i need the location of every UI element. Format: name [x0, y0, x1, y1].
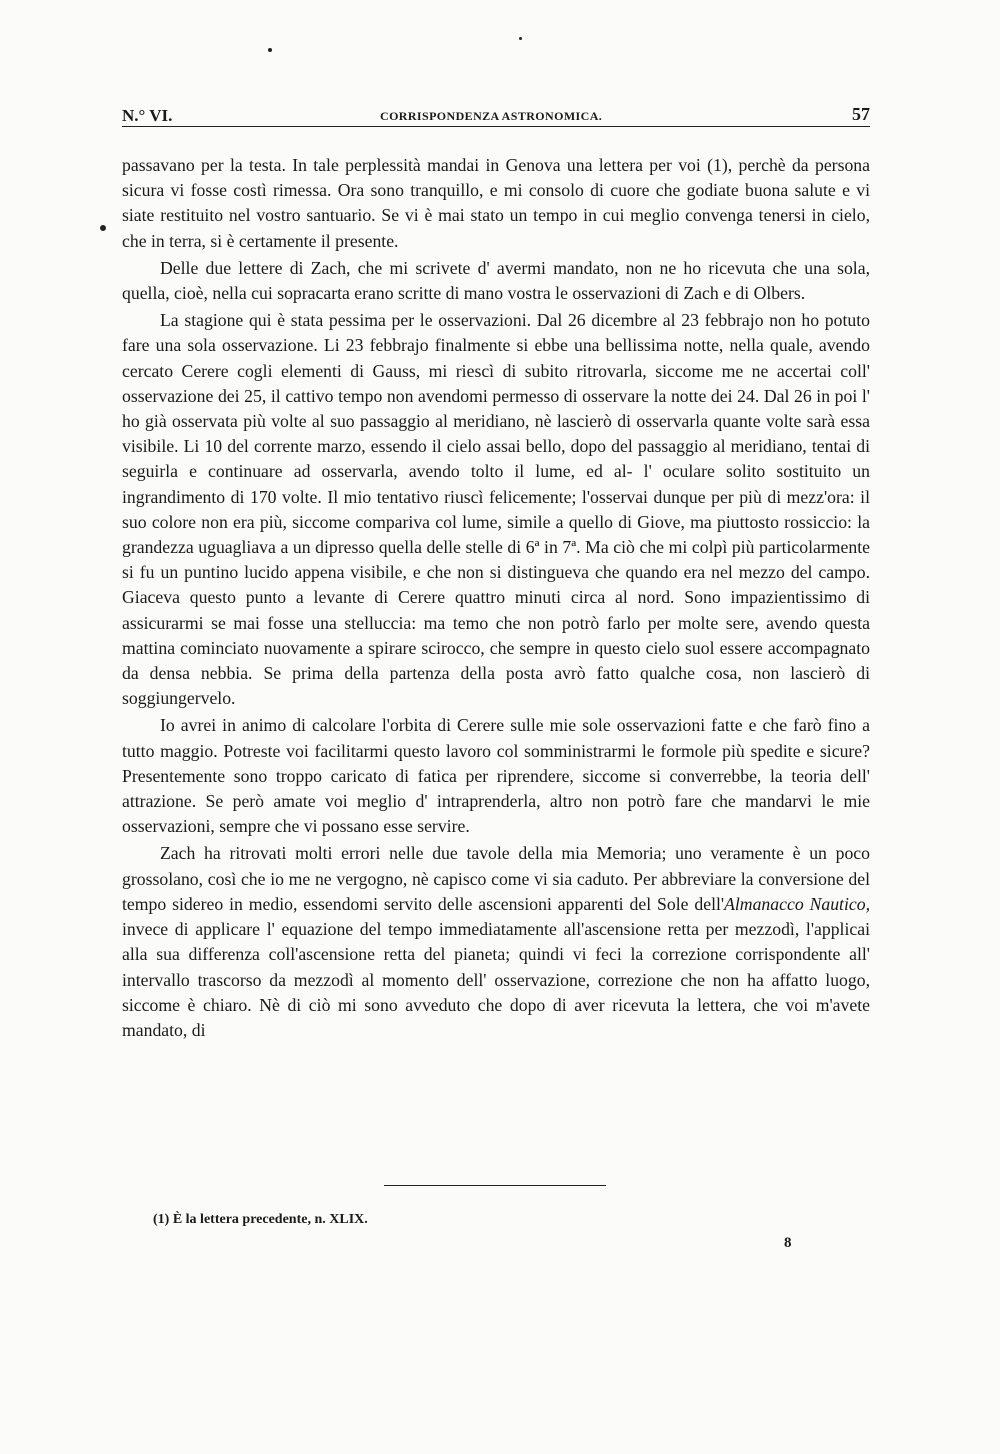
paragraph: passavano per la testa. In tale perplessità mandai in Genova una lettera per voi (1), perchè da persona sicura vi fosse costì rimessa. Ora sono tranquillo, e mi consolo di cuore che godiate buona salute e vi siate restituito nel vostro santuario. Se vi è mai stato un tempo in cui meglio convenga tenersi in cielo, che in terra, si è certamente il presente.	[122, 155, 870, 251]
page-number: 57	[852, 104, 870, 124]
signature-mark: 8	[784, 1235, 792, 1251]
header-rule	[122, 126, 870, 127]
paragraph: Io avrei in animo di calcolare l'orbita di Cerere sulle mie sole osservazioni fatte e che farò fino a tutto maggio. Potreste voi facilitarmi questo lavoro col somministrarmi le formole più spedite e sicure? Presentemente sono troppo caricato di fatica per riprendere, siccome si converrebbe, la teoria dell' attrazione. Se però amate voi meglio d' intraprenderla, altro non potrò fare che mandarvi le mie osservazioni, sempre che vi possano esse servire.	[122, 715, 870, 837]
section-number: N.° VI.	[122, 106, 173, 125]
ink-speck	[100, 225, 106, 231]
paragraph: Delle due lettere di Zach, che mi scrivete d' avermi mandato, non ne ho ricevuta che una sola, quella, cioè, nella cui sopracarta erano scritte di mano vostra le osservazioni di Zach e di Olbers.	[122, 257, 870, 304]
ink-speck	[268, 48, 272, 52]
paragraph: La stagione qui è stata pessima per le osservazioni. Dal 26 dicembre al 23 febbrajo non ho potuto fare una sola osservazione. Li 23 febbrajo finalmente si ebbe una bellissima notte, nella quale, avendo cercato Cerere cogli elementi di Gauss, mi riescì di subito ritrovarla, siccome me ne accertai coll' osservazione dei 25, il cattivo tempo non avendomi permesso di osservare la notte dei 24. Dal 26 in poi l' ho già osservata più volte al suo passaggio al meridiano, nè lascierò di osservarla quante volte sarà essa visibile. Li 10 del corrente marzo, essendo il cielo assai bello, dopo del passaggio al meridiano, tentai di seguirla e continuare ad osservarla, avendo tolto il lume, ed al- l' oculare solito sostituito un ingrandimento di 170 volte. Il mio tentativo riuscì felicemente; l'osservai dunque per più di mezz'ora: il suo colore non era più, siccome compariva col lume, simile a quello di Giove, ma piuttosto rossiccio: la grandezza uguagliava a un dipresso quella delle stelle di 6ª in 7ª. Ma ciò che mi colpì più particolarmente si fu un puntino lucido appena visibile, e che non si distingueva che quando era nel mezzo del campo. Giaceva questo punto a levante di Cerere quattro minuti circa al nord. Sono impazientissimo di assicurarmi se mai fosse una stelluccia: ma temo che non potrò farlo per molte sere, avendo questa mattina cominciato nuovamente a spirare scirocco, che sempre in questo cielo suol essere accompagnato da densa nebbia. Se prima della partenza della posta avrò fatto qualche cosa, non lascierò di soggiungervelo.	[122, 310, 870, 709]
paragraph	[122, 841, 870, 1043]
italic-title: Almanacco Nautico,	[724, 893, 870, 914]
ink-speck	[519, 37, 522, 40]
running-title: CORRISPONDENZA ASTRONOMICA.	[380, 109, 603, 123]
footnote: (1) È la lettera precedente, n. XLIX.	[153, 1212, 368, 1227]
paragraph-text: Zach ha ritrovati molti errori nelle due tavole della mia Memoria; uno veramente è un poco grossolano, così che io me ne vergogno, nè capisco come vi sia caduto. Per abbreviare la conversione del tempo sidereo in medio, essendomi servito delle ascensioni apparenti del Sole dell'	[122, 843, 870, 914]
paragraph-text: invece di applicare l' equazione del tempo immediatamente all'ascensione retta per mezzodì, l'applicai alla sua differenza coll'ascensione retta del pianeta; quindi vi feci la correzione corrispondente all' intervallo trascorso da mezzodì al momento dell' osservazione, correzione che non ha affatto luogo, siccome è chiaro. Nè di ciò mi sono avveduto che dopo di aver ricevuta la lettera, che voi m'avete mandato, di	[122, 919, 870, 1040]
footnote-rule	[384, 1185, 606, 1186]
body-text	[122, 153, 870, 1045]
